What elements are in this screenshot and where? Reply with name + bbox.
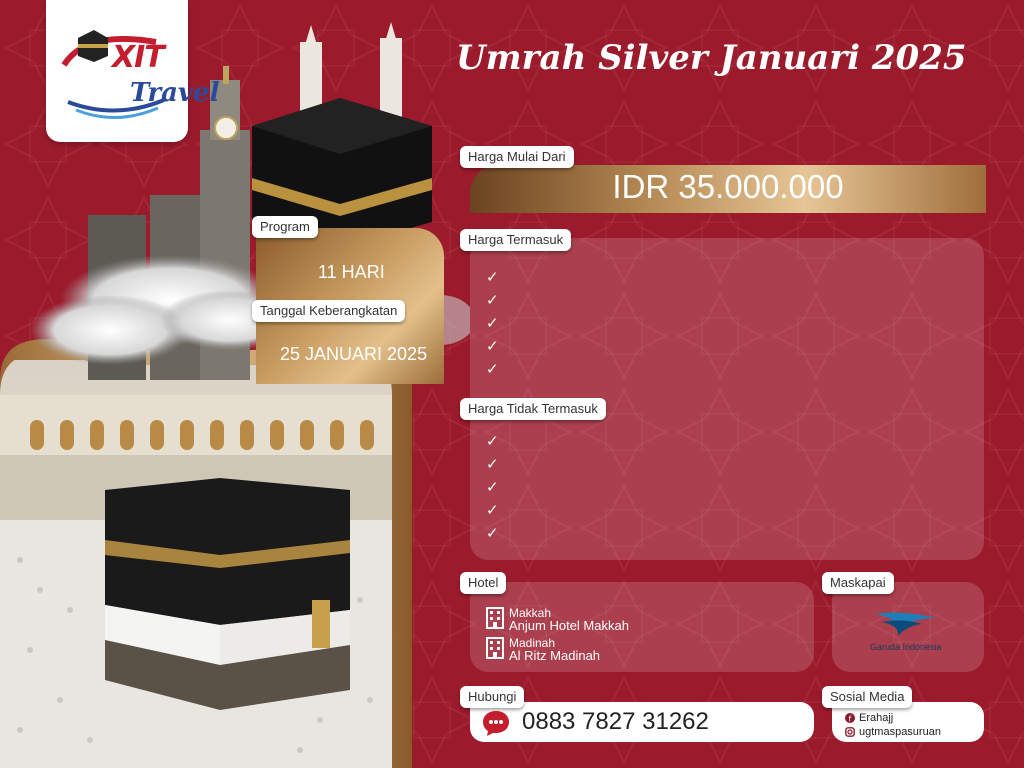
page-title: Umrah Silver Januari 2025: [456, 38, 967, 78]
program-tag: Program: [252, 216, 318, 238]
hotel-building-icon: [485, 636, 505, 660]
exclude-check-icon: ✓: [486, 432, 499, 450]
logo-text-xit: XIT: [112, 40, 164, 75]
exclude-check-icon: ✓: [486, 501, 499, 519]
exclude-check-icon: ✓: [486, 478, 499, 496]
social-facebook[interactable]: Erahajj: [859, 712, 894, 724]
include-check-icon: ✓: [486, 268, 499, 286]
price-value: IDR 35.000.000: [612, 168, 844, 205]
garuda-logo-icon: [872, 608, 940, 642]
hotel-tag: Hotel: [460, 572, 506, 594]
hotel-name-madinah: Al Ritz Madinah: [509, 648, 601, 663]
instagram-icon: [845, 727, 855, 737]
contact-phone[interactable]: 0883 7827 31262: [522, 708, 709, 735]
include-check-icon: ✓: [486, 360, 499, 378]
social-instagram[interactable]: ugtmaspasuruan: [859, 726, 941, 738]
contact-tag: Hubungi: [460, 686, 524, 708]
include-check-icon: ✓: [486, 337, 499, 355]
include-check-icon: ✓: [486, 314, 499, 332]
exclude-check-icon: ✓: [486, 524, 499, 542]
exclude-check-icon: ✓: [486, 455, 499, 473]
include-check-icon: ✓: [486, 291, 499, 309]
hotel-city-makkah: Makkah: [509, 606, 552, 620]
includes-tag: Harga Termasuk: [460, 229, 571, 251]
hotel-city-madinah: Madinah: [509, 636, 556, 650]
departure-tag: Tanggal Keberangkatan: [252, 300, 405, 322]
chat-support-icon: [481, 709, 511, 737]
airline-name: Garuda Indonesia: [870, 642, 942, 652]
hotel-name-makkah: Anjum Hotel Makkah: [509, 618, 629, 633]
svg-text:f: f: [848, 714, 852, 723]
price-tag: Harga Mulai Dari: [460, 146, 574, 168]
hotel-building-icon: [485, 606, 505, 630]
program-value: 11 HARI: [318, 262, 385, 282]
departure-value: 25 JANUARI 2025: [280, 344, 428, 364]
social-tag: Sosial Media: [822, 686, 912, 708]
logo-text-travel: Travel: [130, 78, 220, 108]
excludes-tag: Harga Tidak Termasuk: [460, 398, 606, 420]
facebook-icon: [845, 713, 855, 723]
airline-tag: Maskapai: [822, 572, 894, 594]
brand-logo[interactable]: [46, 0, 220, 142]
